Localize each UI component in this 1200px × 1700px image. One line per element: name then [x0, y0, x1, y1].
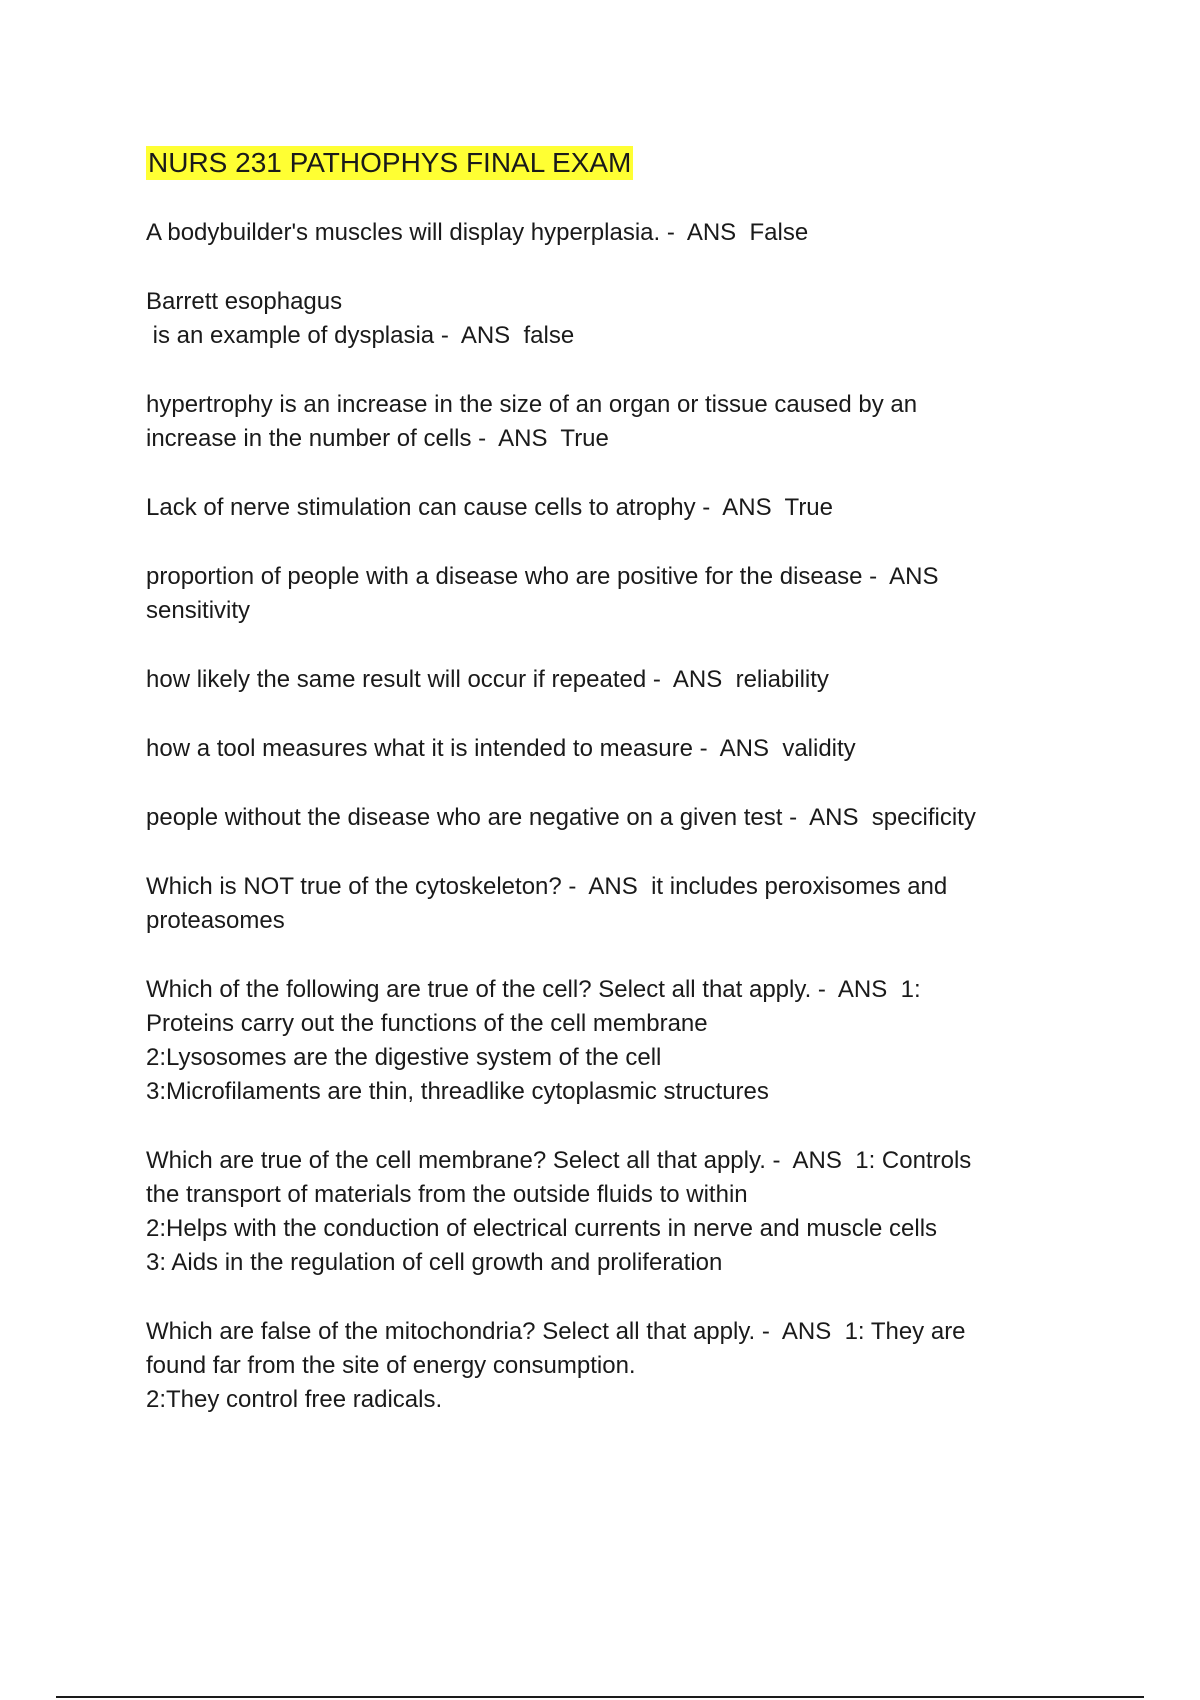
- qa-item: [146, 663, 1076, 697]
- qa-line: hypertrophy is an increase in the size of an organ or tissue caused by an: [146, 391, 918, 418]
- qa-line: Proteins carry out the functions of the cell membrane: [146, 1010, 708, 1037]
- qa-line: 2:They control free radicals.: [146, 1386, 443, 1413]
- qa-list: [146, 216, 1076, 1417]
- qa-line: how likely the same result will occur if repeated - ANS reliability: [146, 666, 829, 693]
- qa-item: [146, 1315, 1076, 1417]
- document-content: [146, 146, 1076, 1452]
- qa-line: sensitivity: [146, 597, 251, 624]
- qa-line: 2:Lysosomes are the digestive system of the cell: [146, 1044, 662, 1071]
- qa-item: [146, 216, 1076, 250]
- qa-line: how a tool measures what it is intended to measure - ANS validity: [146, 735, 856, 762]
- qa-line: Which are false of the mitochondria? Select all that apply. - ANS 1: They are: [146, 1318, 966, 1345]
- document-title: NURS 231 PATHOPHYS FINAL EXAM: [148, 147, 632, 178]
- qa-item: [146, 973, 1076, 1109]
- qa-line: the transport of materials from the outside fluids to within: [146, 1181, 748, 1208]
- qa-item: [146, 732, 1076, 766]
- qa-item: [146, 491, 1076, 525]
- qa-line: 2:Helps with the conduction of electrical currents in nerve and muscle cells: [146, 1215, 938, 1242]
- qa-item: [146, 870, 1076, 938]
- qa-line: Which is NOT true of the cytoskeleton? - ANS it includes peroxisomes and: [146, 873, 948, 900]
- page-bottom-divider: [56, 1696, 1144, 1698]
- qa-line: people without the disease who are negative on a given test - ANS specificity: [146, 804, 976, 831]
- qa-line: proportion of people with a disease who are positive for the disease - ANS: [146, 563, 939, 590]
- qa-line: is an example of dysplasia - ANS false: [146, 322, 575, 349]
- qa-line: Barrett esophagus: [146, 288, 343, 315]
- qa-line: A bodybuilder's muscles will display hyperplasia. - ANS False: [146, 219, 809, 246]
- qa-line: 3:Microfilaments are thin, threadlike cytoplasmic structures: [146, 1078, 769, 1105]
- qa-item: [146, 388, 1076, 456]
- qa-line: Lack of nerve stimulation can cause cells to atrophy - ANS True: [146, 494, 833, 521]
- qa-line: increase in the number of cells - ANS True: [146, 425, 609, 452]
- qa-line: Which are true of the cell membrane? Select all that apply. - ANS 1: Controls: [146, 1147, 972, 1174]
- qa-item: [146, 1144, 1076, 1280]
- qa-item: [146, 560, 1076, 628]
- qa-line: Which of the following are true of the cell? Select all that apply. - ANS 1:: [146, 976, 921, 1003]
- qa-line: proteasomes: [146, 907, 285, 934]
- qa-item: [146, 285, 1076, 353]
- qa-item: [146, 801, 1076, 835]
- qa-line: found far from the site of energy consumption.: [146, 1352, 636, 1379]
- qa-line: 3: Aids in the regulation of cell growth and proliferation: [146, 1249, 723, 1276]
